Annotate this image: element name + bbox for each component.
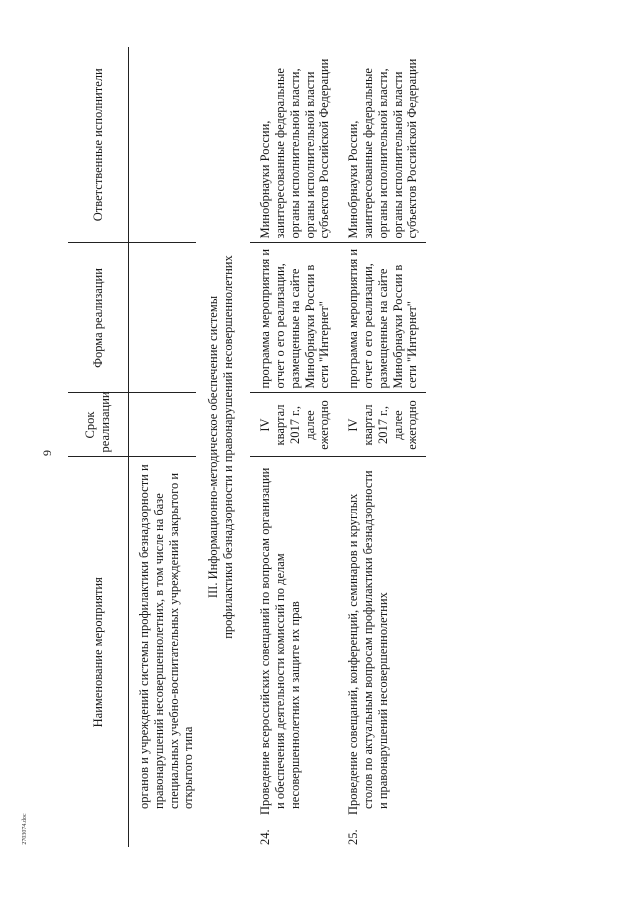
header-form: Форма реализации — [68, 243, 129, 393]
table-row — [250, 47, 338, 847]
continuation-text: органов и учреждений системы профилактики безнадзорности и правонарушений несовершеннолетних, в том числе на базе специальных учебно-воспитательных учреждений закрытого и открытого типа — [137, 464, 196, 809]
header-term: Срок реализации — [68, 393, 129, 457]
row-name: Проведение совещаний, конференций, семинаров и круглых столов по актуальным вопросам профилактики безнадзорности и правонарушений несовершеннолетних — [346, 470, 390, 815]
continuation-form — [129, 243, 197, 393]
row-term: IV квартал 2017 г., далее ежегодно — [338, 393, 426, 457]
continuation-executors — [129, 47, 197, 243]
row-executors: Минобрнауки России, заинтересованные федеральные органы исполнительной власти, органы исполнительной власти субъектов Российской Федерации — [250, 47, 338, 243]
measures-table — [68, 47, 426, 847]
row-term: IV квартал 2017 г., далее ежегодно — [250, 393, 338, 457]
section-heading — [196, 47, 250, 847]
continuation-term — [129, 393, 197, 457]
row-number: 24. — [258, 829, 273, 845]
row-name: Проведение всероссийских совещаний по вопросам организации и обеспечения деятельности комиссий по делам несовершеннолетних и защите их прав — [258, 467, 302, 815]
section-heading-line2: профилактики безнадзорности и правонарушений несовершеннолетних — [221, 255, 236, 639]
page-number: 9 — [40, 450, 54, 456]
file-code: 2703074.doc — [22, 813, 28, 845]
table-row — [338, 47, 426, 847]
row-name-cell — [250, 457, 338, 847]
section-row — [196, 47, 250, 847]
row-name-cell — [338, 457, 426, 847]
continuation-row — [129, 47, 197, 847]
header-name: Наименование мероприятия — [68, 457, 129, 847]
header-executors: Ответственные исполнители — [68, 47, 129, 243]
row-form: программа мероприятия и отчет о его реализации, размещенные на сайте Минобрнауки России в сети "Интернет" — [250, 243, 338, 393]
row-number: 25. — [346, 829, 361, 845]
table-header-row — [68, 47, 129, 847]
section-heading-line1: III. Информационно-методическое обеспечение системы — [206, 295, 221, 599]
row-form: программа мероприятия и отчет о его реализации, размещенные на сайте Минобрнауки России в сети "Интернет" — [338, 243, 426, 393]
row-executors: Минобрнауки России, заинтересованные федеральные органы исполнительной власти, органы исполнительной власти субъектов Российской Федерации — [338, 47, 426, 243]
rotated-document — [68, 47, 543, 847]
